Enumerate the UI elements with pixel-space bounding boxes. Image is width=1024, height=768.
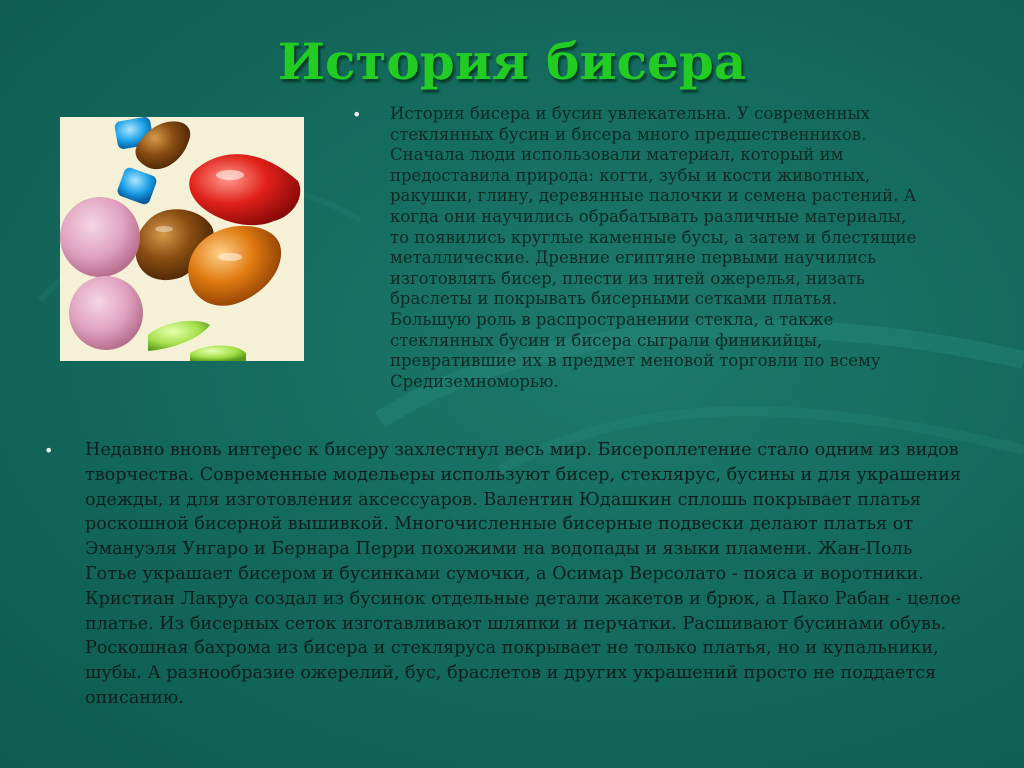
beads-photo xyxy=(60,117,304,361)
beads-illustration xyxy=(60,117,304,361)
paragraph-history: История бисера и бусин увлекательна. У современных стеклянных бусин и бисера много предшественников. Сначала люди использовали материал, который им предоставила природа: когти, зубы и кости животных, ракушки, глину, деревянные палочки и семена растений. А когда они научились обрабатывать различные материалы, то появились круглые каменные бусы, а затем и блестящие металлические. Древние египтяне первыми научились изготовлять бисер, плести из нитей ожерелья, низать браслеты и покрывать бисерными сетками платья. Большую роль в распространении стекла, а также стеклянных бусин и бисера сыграли финикийцы, превратившие их в предмет меновой торговли по всему Средиземноморью. xyxy=(390,104,917,391)
bullet-dot: • xyxy=(352,105,362,124)
paragraph-modern: Недавно вновь интерес к бисеру захлестнул весь мир. Бисероплетение стало одним из видов творчества. Современные модельеры используют бисер, стеклярус, бусины и для украшения одежды, и для изготовления аксессуаров. Валентин Юдашкин сплошь покрывает платья роскошной бисерной вышивкой. Многочисленные бисерные подвески делают платья от Эмануэля Унгаро и Бернара Перри похожими на водопады и языки пламени. Жан-Поль Готье украшает бисером и бусинками сумочки, а Осимар Версолато - пояса и воротники. Кристиан Лакруа создал из бусинок отдельные детали жакетов и брюк, а Пако Рабан - целое платье. Из бисерных сеток изготавливают шляпки и перчатки. Расшивают бусинами обувь. Роскошная бахрома из бисера и стекляруса покрывает не только платья, но и купальники, шубы. А разнообразие ожерелий, бус, браслетов и других украшений просто не поддается описанию. xyxy=(85,440,961,708)
slide-title: История бисера xyxy=(277,32,747,91)
bullet-modern xyxy=(44,438,974,711)
bullet-dot: • xyxy=(44,441,54,460)
bullet-history xyxy=(352,104,952,392)
